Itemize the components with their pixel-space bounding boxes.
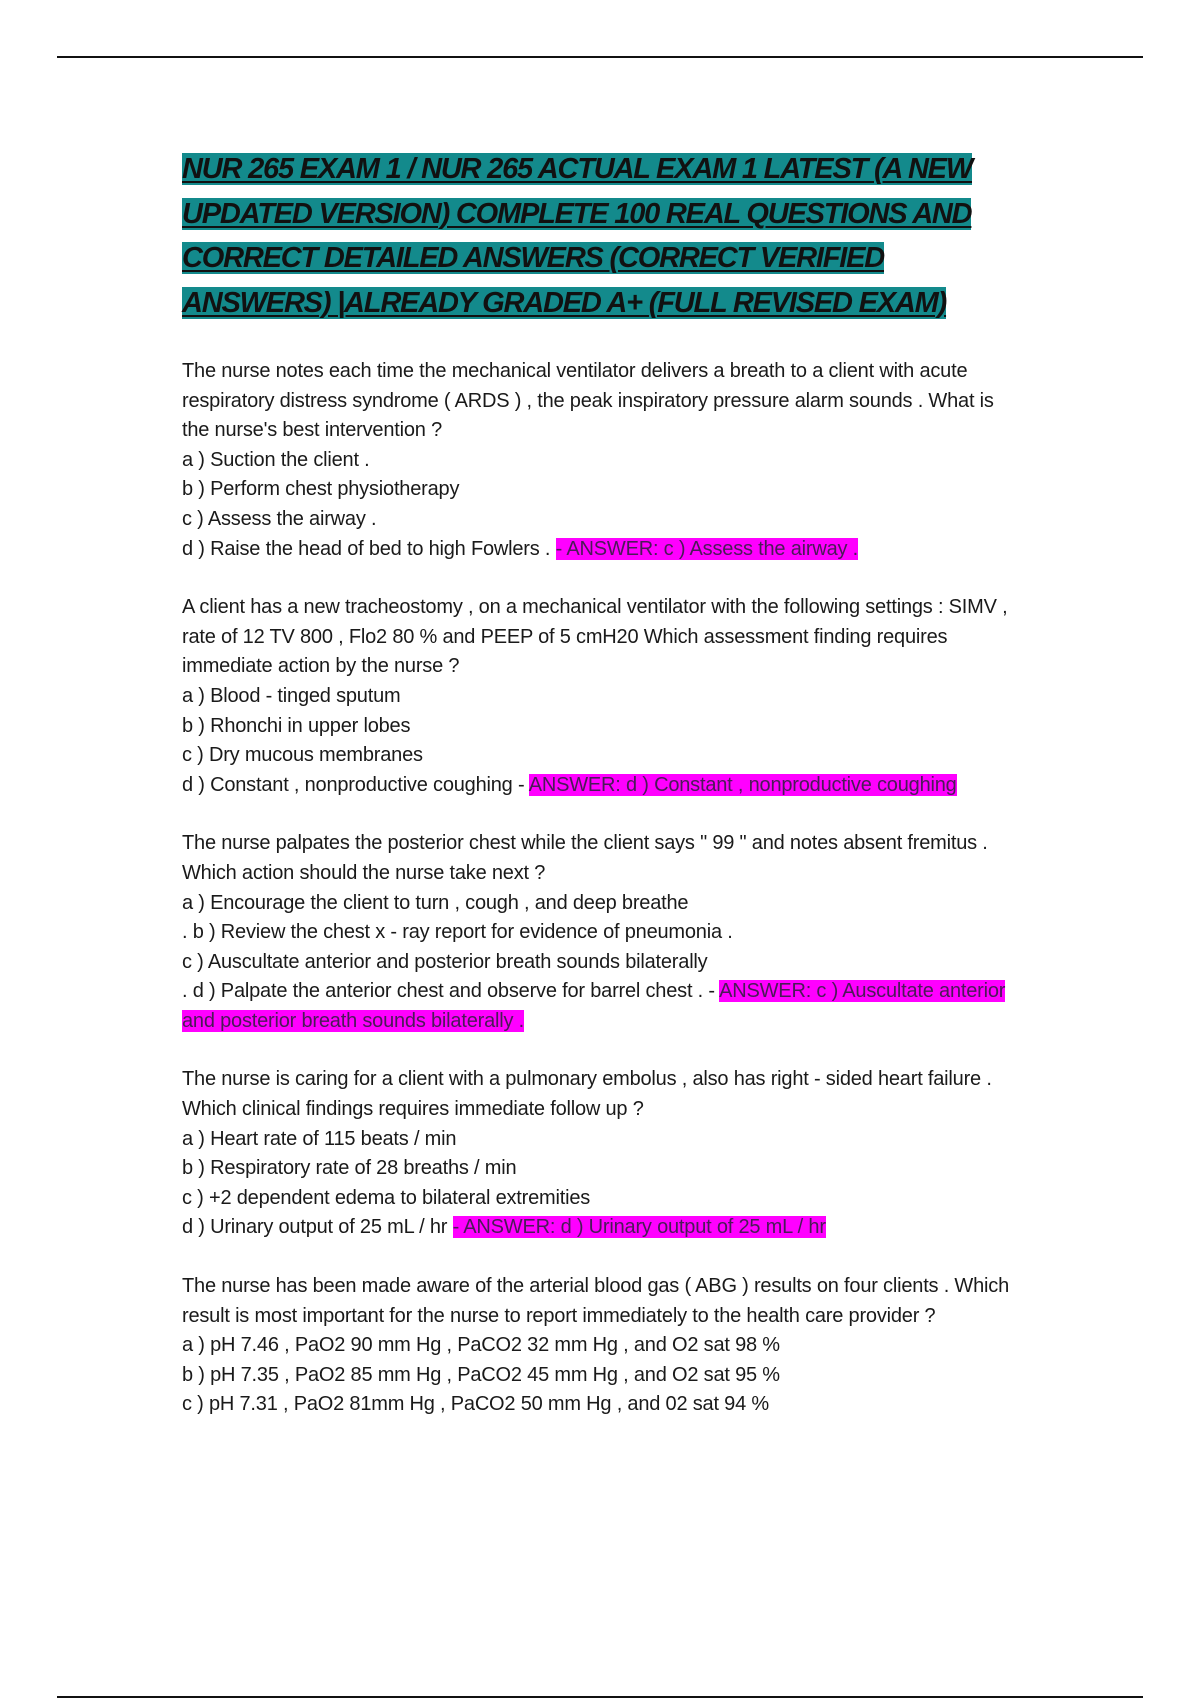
answer-highlight: - ANSWER: d ) Urinary output of 25 mL / hr	[452, 1216, 826, 1239]
question-stem: The nurse notes each time the mechanical ventilator delivers a breath to a client with acute respiratory distress syndrome ( ARDS ) , the peak inspiratory pressure alarm sounds . What is the nurse's best intervention ?	[182, 360, 994, 442]
option: . b ) Review the chest x - ray report for evidence of pneumonia .	[182, 921, 733, 944]
answer-highlight: ANSWER: d ) Constant , nonproductive coughing	[528, 773, 957, 796]
question-stem: The nurse is caring for a client with a pulmonary embolus , also has right - sided heart failure . Which clinical findings requires immediate follow up ?	[182, 1068, 992, 1121]
option: a ) Blood - tinged sputum	[182, 684, 401, 707]
option: c ) Dry mucous membranes	[182, 744, 423, 767]
footer-rule	[57, 1696, 1143, 1698]
option-with-answer	[182, 977, 1022, 1036]
question-3	[182, 829, 1022, 1036]
option: d ) Constant , nonproductive coughing -	[182, 773, 525, 796]
question-stem: A client has a new tracheostomy , on a mechanical ventilator with the following settings : SIMV , rate of 12 TV 800 , Flo2 80 % and PEEP of 5 cmH20 Which assessment finding requires immediate action by the nurse ?	[182, 596, 1008, 678]
answer-highlight: - ANSWER: c ) Assess the airway .	[555, 537, 859, 560]
option: c ) pH 7.31 , PaO2 81mm Hg , PaCO2 50 mm Hg , and 02 sat 94 %	[182, 1393, 769, 1416]
answer-highlight: ANSWER: c ) Auscultate anterior and posterior breath sounds bilaterally .	[182, 980, 1006, 1032]
option: b ) Respiratory rate of 28 breaths / min	[182, 1157, 517, 1180]
option: b ) pH 7.35 , PaO2 85 mm Hg , PaCO2 45 mm Hg , and O2 sat 95 %	[182, 1363, 780, 1386]
option: b ) Rhonchi in upper lobes	[182, 714, 411, 737]
option: . d ) Palpate the anterior chest and observe for barrel chest . -	[182, 980, 715, 1003]
option-with-answer	[182, 771, 1022, 801]
option: a ) Encourage the client to turn , cough , and deep breathe	[182, 891, 689, 914]
question-stem: The nurse palpates the posterior chest while the client says " 99 " and notes absent fremitus . Which action should the nurse take next ?	[182, 832, 988, 884]
question-stem: The nurse has been made aware of the arterial blood gas ( ABG ) results on four clients . Which result is most important for the nurse to report immediately to the health care provider ?	[182, 1275, 1009, 1327]
option: a ) pH 7.46 , PaO2 90 mm Hg , PaCO2 32 mm Hg , and O2 sat 98 %	[182, 1334, 780, 1357]
option: c ) Auscultate anterior and posterior breath sounds bilaterally	[182, 950, 708, 973]
title-text: NUR 265 EXAM 1 / NUR 265 ACTUAL EXAM 1 LATEST (A NEW UPDATED VERSION) COMPLETE 100 REAL QUESTIONS AND CORRECT DETAILED ANSWERS (CORRECT VERIFIED ANSWERS) |ALREADY GRADED A+ (FULL REVISED EXAM)	[182, 153, 972, 319]
option-with-answer	[182, 1213, 1022, 1243]
option: b ) Perform chest physiotherapy	[182, 478, 460, 501]
option-with-answer	[182, 535, 1022, 565]
document-title	[182, 147, 1022, 325]
question-5	[182, 1272, 1022, 1420]
option: d ) Urinary output of 25 mL / hr	[182, 1216, 448, 1239]
option: d ) Raise the head of bed to high Fowlers .	[182, 537, 551, 560]
question-2	[182, 593, 1022, 800]
option: c ) Assess the airway .	[182, 507, 377, 530]
question-1	[182, 357, 1022, 564]
option: a ) Suction the client .	[182, 448, 370, 471]
document-body	[182, 147, 1022, 1449]
header-rule	[57, 56, 1143, 58]
option: a ) Heart rate of 115 beats / min	[182, 1127, 457, 1150]
option: c ) +2 dependent edema to bilateral extremities	[182, 1186, 591, 1209]
question-4	[182, 1065, 1022, 1243]
